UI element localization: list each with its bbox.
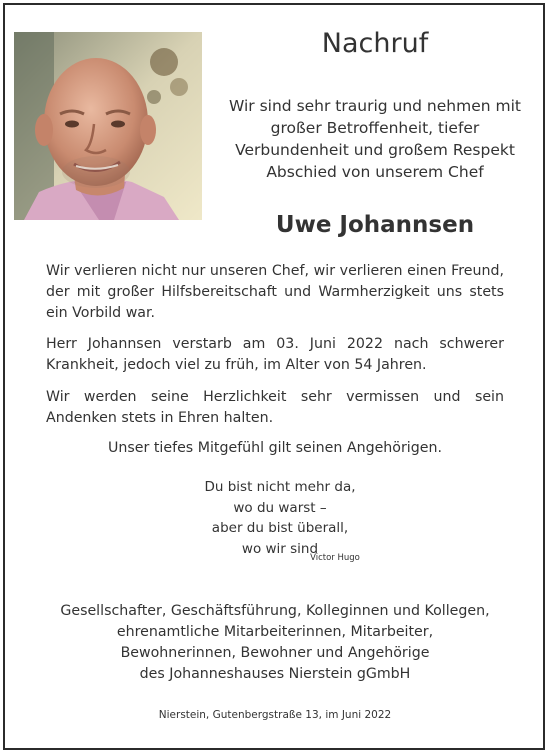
paragraph-tribute: Wir verlieren nicht nur unseren Chef, wir verlieren einen Freund, der mit großer Hilfsbereitschaft und Warmherzigkeit uns stets ein Vorbild war.: [46, 263, 504, 321]
poem-line: wo wir sind: [241, 540, 319, 557]
signers-line: des Johanneshauses Nierstein gGmbH: [139, 666, 411, 682]
intro-line: großer Betroffenheit, tiefer: [270, 119, 480, 137]
signers-block: [46, 601, 504, 685]
signers-line: ehrenamtliche Mitarbeiterinnen, Mitarbeiter,: [116, 624, 434, 640]
poem-quote: [170, 477, 390, 559]
footer-place-date: Nierstein, Gutenbergstraße 13, im Juni 2022: [158, 709, 392, 721]
poem-line: wo du warst –: [233, 499, 327, 516]
poem-line: aber du bist überall,: [211, 520, 349, 536]
intro-line: Abschied von unserem Chef: [266, 163, 484, 181]
page-title: Nachruf: [321, 28, 429, 59]
intro-line: Verbundenheit und großem Respekt: [235, 141, 515, 159]
intro-text: [205, 95, 545, 183]
paragraph-memory: Wir werden seine Herzlichkeit sehr vermissen und sein Andenken stets in Ehren halten.: [46, 389, 504, 426]
signers-line: Gesellschafter, Geschäftsführung, Kolleginnen und Kollegen,: [60, 603, 490, 619]
condolence-line: Unser tiefes Mitgefühl gilt seinen Angehörigen.: [108, 440, 442, 456]
intro-line: Wir sind sehr traurig und nehmen mit: [229, 97, 521, 115]
paragraph-passing: Herr Johannsen verstarb am 03. Juni 2022 nach schwerer Krankheit, jedoch viel zu früh, im Alter von 54 Jahren.: [46, 336, 504, 373]
poem-line: Du bist nicht mehr da,: [204, 479, 356, 495]
poem-author: Victor Hugo: [310, 553, 360, 563]
signers-line: Bewohnerinnen, Bewohner und Angehörige: [120, 645, 430, 661]
portrait-photo: [14, 32, 202, 220]
deceased-name: Uwe Johannsen: [275, 212, 475, 238]
